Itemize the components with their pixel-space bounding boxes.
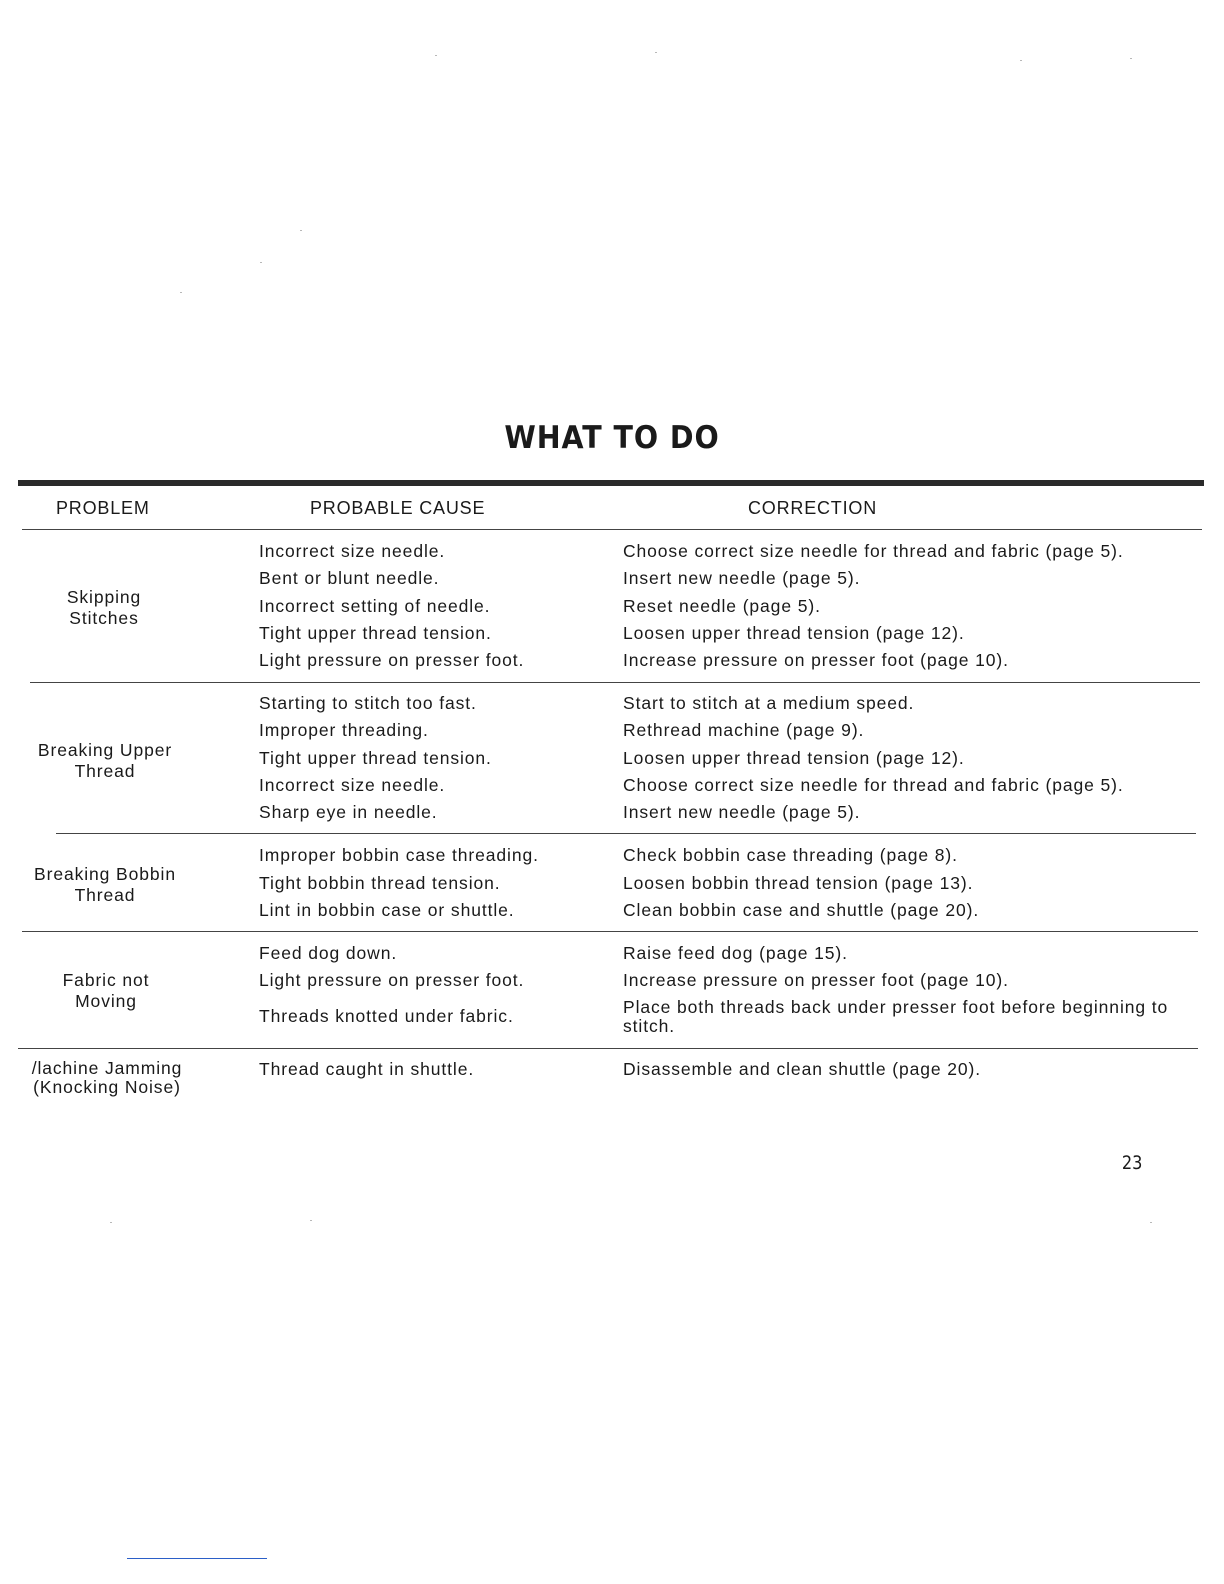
scan-speck	[260, 262, 262, 263]
scan-speck	[300, 230, 302, 231]
section-divider	[22, 931, 1198, 932]
column-header-problem: PROBLEM	[56, 498, 150, 518]
problem-breaking-bobbin-thread	[20, 864, 190, 906]
correction-text: Increase pressure on presser foot (page 10).	[623, 650, 1009, 670]
scan-speck	[435, 55, 437, 56]
correction-text: Choose correct size needle for thread and fabric (page 5).	[623, 541, 1124, 561]
cause-text: Incorrect size needle.	[259, 775, 446, 795]
problem-machine-jamming	[18, 1059, 196, 1097]
problem-breaking-upper-thread	[20, 740, 190, 782]
correction-text: Clean bobbin case and shuttle (page 20).	[623, 900, 980, 920]
cause-text: Incorrect size needle.	[259, 541, 446, 561]
correction-text: Insert new needle (page 5).	[623, 802, 861, 822]
scan-speck	[655, 52, 657, 53]
cause-text: Improper bobbin case threading.	[259, 845, 539, 865]
section-divider	[30, 682, 1200, 683]
correction-text: Start to stitch at a medium speed.	[623, 693, 915, 713]
correction-text: Loosen bobbin thread tension (page 13).	[623, 873, 974, 893]
section-divider	[18, 1048, 1198, 1049]
cause-text: Improper threading.	[259, 720, 429, 740]
correction-text: Disassemble and clean shuttle (page 20).	[623, 1059, 981, 1079]
cause-text: Incorrect setting of needle.	[259, 596, 491, 616]
page-title: WHAT TO DO	[504, 420, 720, 456]
cause-text: Threads knotted under fabric.	[259, 1006, 514, 1026]
scan-speck	[1130, 58, 1132, 59]
correction-text: Check bobbin case threading (page 8).	[623, 845, 958, 865]
correction-text: Reset needle (page 5).	[623, 596, 821, 616]
problem-skipping-stitches	[20, 587, 188, 629]
bottom-edge-line	[127, 1558, 267, 1559]
column-header-correction: CORRECTION	[748, 498, 877, 518]
scan-speck	[310, 1220, 312, 1221]
correction-text: Rethread machine (page 9).	[623, 720, 865, 740]
problem-line: Breaking Upper	[37, 740, 173, 760]
cause-text: Starting to stitch too fast.	[259, 693, 477, 713]
problem-line: Thread	[74, 885, 136, 905]
scan-speck	[180, 292, 182, 293]
page-number: 23	[1121, 1152, 1143, 1174]
cause-text: Sharp eye in needle.	[259, 802, 438, 822]
correction-text: Insert new needle (page 5).	[623, 568, 861, 588]
title-divider	[18, 480, 1204, 486]
problem-line: /lachine Jamming	[31, 1058, 183, 1078]
cause-text: Tight upper thread tension.	[259, 748, 492, 768]
cause-text: Thread caught in shuttle.	[259, 1059, 475, 1079]
scan-speck	[110, 1222, 112, 1223]
cause-text: Tight bobbin thread tension.	[259, 873, 501, 893]
problem-line: Skipping	[66, 587, 142, 607]
problem-line: Stitches	[69, 608, 139, 628]
problem-line: Fabric not	[62, 970, 150, 990]
scan-speck	[1150, 1222, 1152, 1223]
problem-line: Breaking Bobbin	[34, 864, 176, 884]
problem-line: Thread	[74, 761, 136, 781]
header-divider	[22, 529, 1202, 530]
problem-line: Moving	[75, 991, 137, 1011]
problem-fabric-not-moving	[20, 970, 192, 1012]
column-header-cause: PROBABLE CAUSE	[310, 498, 486, 518]
cause-text: Feed dog down.	[259, 943, 398, 963]
problem-line: (Knocking Noise)	[33, 1077, 181, 1097]
cause-text: Tight upper thread tension.	[259, 623, 492, 643]
correction-text: Loosen upper thread tension (page 12).	[623, 748, 965, 768]
correction-text: Raise feed dog (page 15).	[623, 943, 848, 963]
cause-text: Bent or blunt needle.	[259, 568, 440, 588]
correction-text: Loosen upper thread tension (page 12).	[623, 623, 965, 643]
correction-text: Place both threads back under presser foot before beginning to stitch.	[623, 997, 1169, 1036]
cause-text: Light pressure on presser foot.	[259, 970, 525, 990]
cause-text: Lint in bobbin case or shuttle.	[259, 900, 515, 920]
scan-speck	[1020, 60, 1022, 61]
correction-text: Increase pressure on presser foot (page 10).	[623, 970, 1009, 990]
cause-text: Light pressure on presser foot.	[259, 650, 525, 670]
section-divider	[56, 833, 1196, 834]
correction-text: Choose correct size needle for thread and fabric (page 5).	[623, 775, 1124, 795]
